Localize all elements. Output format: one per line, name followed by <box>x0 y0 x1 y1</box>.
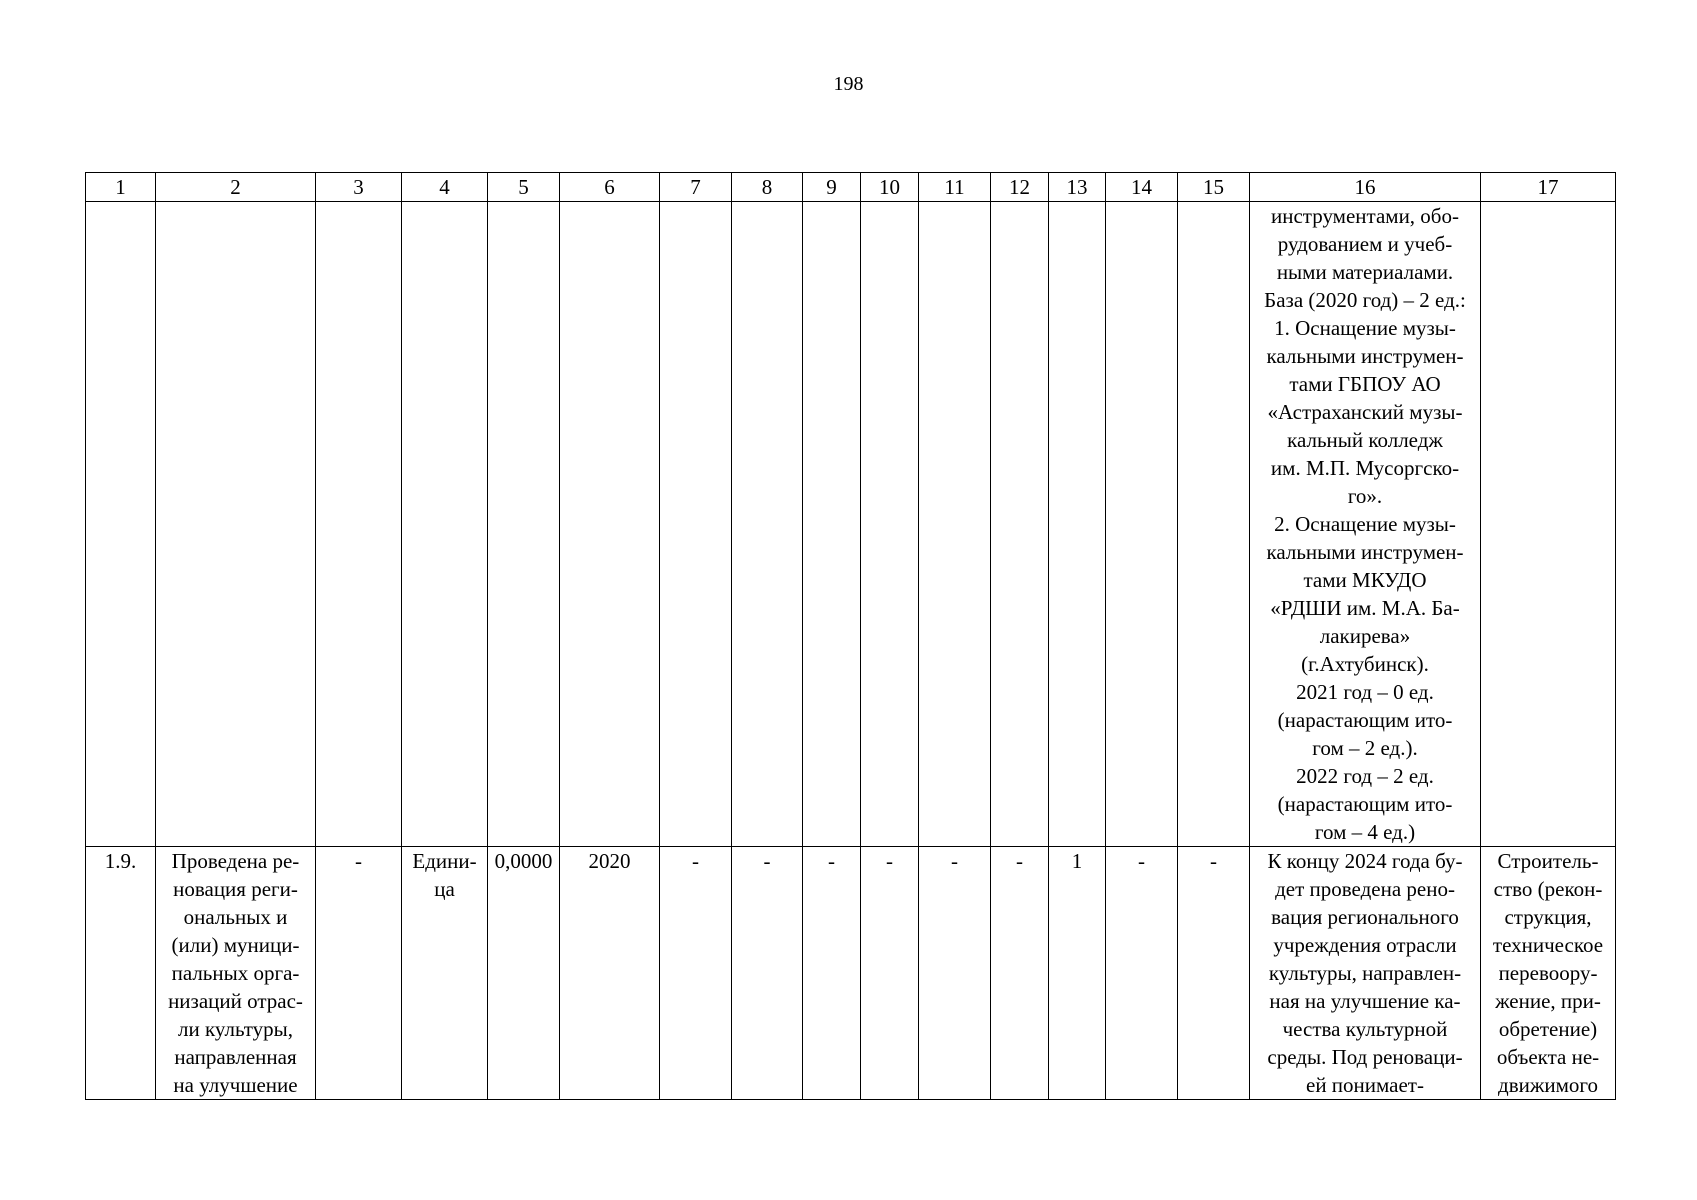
table-cell <box>86 202 156 847</box>
table-cell: - <box>1106 847 1178 1100</box>
table-cell: - <box>316 847 402 1100</box>
base-value-cell: 0,0000 <box>488 847 560 1100</box>
table-cell <box>156 202 316 847</box>
column-header: 9 <box>803 173 861 202</box>
column-header: 13 <box>1049 173 1106 202</box>
unit-cell: Едини- ца <box>402 847 488 1100</box>
column-header: 14 <box>1106 173 1178 202</box>
table-cell <box>560 202 660 847</box>
column-header: 6 <box>560 173 660 202</box>
item-number-cell: 1.9. <box>86 847 156 1100</box>
item-name-cell: Проведена ре- новация реги- ональных и (или) муници- пальных орга- низаций отрас- ли культуры, направленная на улучшение <box>156 847 316 1100</box>
table-cell: - <box>861 847 919 1100</box>
item-row <box>86 847 1616 1100</box>
column-header: 17 <box>1481 173 1616 202</box>
table-cell <box>1049 202 1106 847</box>
table-cell <box>660 202 732 847</box>
column-header: 11 <box>919 173 991 202</box>
table-cell <box>402 202 488 847</box>
column-header: 10 <box>861 173 919 202</box>
table-cell <box>732 202 803 847</box>
column-header: 8 <box>732 173 803 202</box>
table-cell: - <box>660 847 732 1100</box>
column-header: 2 <box>156 173 316 202</box>
table-cell <box>861 202 919 847</box>
column-number-row <box>86 173 1616 202</box>
table-cell <box>488 202 560 847</box>
column-header: 3 <box>316 173 402 202</box>
column-header: 15 <box>1178 173 1250 202</box>
table-cell <box>1178 202 1250 847</box>
report-table <box>85 172 1616 1100</box>
column-header: 7 <box>660 173 732 202</box>
base-year-cell: 2020 <box>560 847 660 1100</box>
table-cell: - <box>732 847 803 1100</box>
table-cell: - <box>803 847 861 1100</box>
table-cell <box>803 202 861 847</box>
table-cell: - <box>991 847 1049 1100</box>
event-type-cell: Строитель- ство (рекон- струкция, техническое перевоору- жение, при- обретение) объекта не- движимого <box>1481 847 1616 1100</box>
table-cell <box>991 202 1049 847</box>
column-header: 4 <box>402 173 488 202</box>
table-cell: - <box>919 847 991 1100</box>
table-cell: - <box>1178 847 1250 1100</box>
continuation-row <box>86 202 1616 847</box>
result-description-cell: инструментами, обо- рудованием и учеб- ными материалами. База (2020 год) – 2 ед.: 1. Оснащение музы- кальными инструмен- тами ГБПОУ АО «Астраханский музы- кальный колледж им. М.П. Мусоргско- го». 2. Оснащение музы- кальными инструмен- тами МКУДО «РДШИ им. М.А. Ба- лакирева» (г.Ахтубинск). 2021 год – 0 ед. (нарастающим ито- гом – 2 ед.). 2022 год – 2 ед. (нарастающим ито- гом – 4 ед.) <box>1250 202 1481 847</box>
column-header: 12 <box>991 173 1049 202</box>
table-cell <box>1481 202 1616 847</box>
table-cell <box>919 202 991 847</box>
table-cell <box>1106 202 1178 847</box>
column-header: 5 <box>488 173 560 202</box>
table-cell: 1 <box>1049 847 1106 1100</box>
column-header: 16 <box>1250 173 1481 202</box>
page-number: 198 <box>833 73 864 95</box>
result-description-cell: К концу 2024 года бу- дет проведена рено- вация регионального учреждения отрасли культуры, направлен- ная на улучшение ка- чества культурной среды. Под реноваци- ей понимает- <box>1250 847 1481 1100</box>
table-cell <box>316 202 402 847</box>
column-header: 1 <box>86 173 156 202</box>
